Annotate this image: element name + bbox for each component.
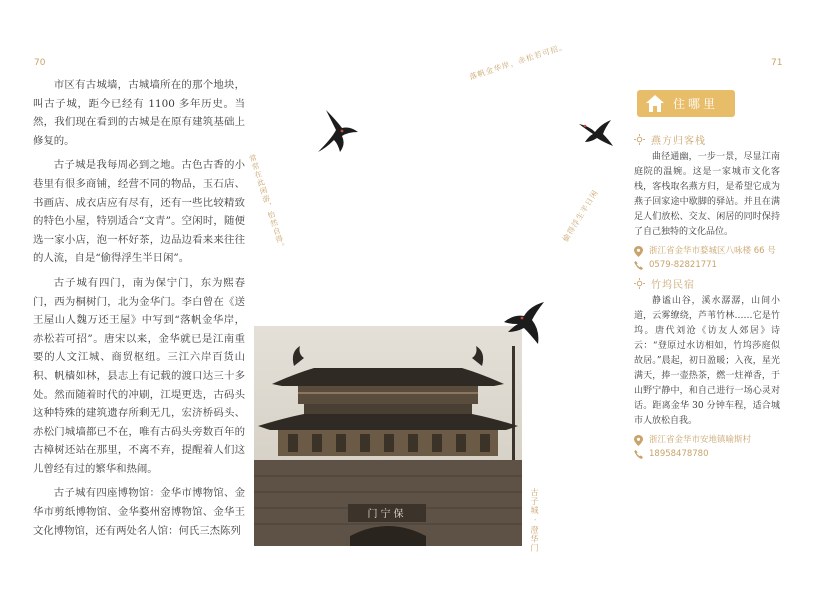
where-to-stay-header — [637, 90, 735, 117]
hotel-description: 曲径通幽，一步一景，尽显江南庭院的温婉。这是一家城市文化客栈，客栈取名燕方归，是希望它成为燕子回家途中歇脚的驿站。并且在满足人们放松、交友、闲居的同时保持了自己独特的文化品位。 — [634, 152, 780, 237]
sun-icon — [634, 134, 645, 145]
decorative-quote: 落帆金华岸，赤松若可招。 — [468, 41, 569, 82]
paragraph: 古子城是我每周必到之地。古色古香的小巷里有很多商铺，经营不同的物品，玉石店、书画店、成衣店应有尽有，还有一些比较精致的特色小屋，特别适合“文青”。空闲时，随便选一家小店，泡一杯好茶，边品边看来来往往的人流，自是“偷得浮生半日闲”。 — [33, 159, 245, 265]
decorative-quote: 偷得浮生半日闲 — [560, 188, 601, 244]
decorative-quote: 常常在此闲游，怡然自得。 — [247, 153, 288, 253]
hotel-phone: 18958478780 — [649, 449, 709, 459]
page-number-right: 71 — [771, 58, 783, 68]
house-icon — [645, 94, 665, 113]
section-title: 住哪里 — [673, 97, 719, 111]
hotel-address: 浙江省金华市安地镇喻斯村 — [649, 435, 752, 445]
swallow-icon — [577, 114, 615, 150]
hotel-phone: 0579-82821771 — [649, 260, 717, 270]
page-number-left: 70 — [34, 58, 46, 68]
hotel-name: 燕方归客栈 — [651, 136, 706, 147]
hotel-name: 竹坞民宿 — [651, 280, 695, 291]
location-pin-icon — [634, 246, 643, 257]
swallow-icon — [312, 108, 362, 158]
hotel-address: 浙江省金华市婺城区八咏楼 66 号 — [649, 246, 776, 256]
phone-icon — [634, 260, 643, 271]
hotel-description: 静谧山谷，溪水潺潺，山间小道，云雾缭绕，芦苇竹林……它是竹坞。唐代刘沧《访友人郊居》诗云：“登原过水访相如，竹坞莎庭似故居。”晨起，初日盈暖；入夜，星光满天，捧一壶热茶，燃一炷禅香，于山野宁静中，和自己进行一场心灵对话。距离金华 30 分钟车程，适合城市人放松自我。 — [634, 296, 780, 426]
swallow-icon — [500, 300, 548, 348]
hotel-entry — [634, 132, 780, 272]
photo-plaque-text: 门宁保 — [367, 509, 407, 520]
hotel-entry — [634, 276, 780, 461]
paragraph: 古子城有四座博物馆：金华市博物馆、金华市剪纸博物馆、金华婺州窑博物馆、金华王文化博物馆，还有两处名人馆：何氏三杰陈列 — [33, 487, 245, 537]
photo-caption: 古子城 · 澄华门 — [530, 488, 539, 553]
city-gate-photo — [254, 326, 522, 546]
phone-icon — [634, 449, 643, 460]
paragraph: 市区有古城墙，古城墙所在的那个地块，叫古子城，距今已经有 1100 多年历史。当然，我们现在看到的古城是在原有建筑基础上修复的。 — [33, 79, 245, 147]
location-pin-icon — [634, 435, 643, 446]
paragraph: 古子城有四门，南为保宁门，东为熙春门，西为桐树门，北为金华门。李白曾在《送王屋山人魏万还王屋》中写到“落帆金华岸，赤松若可招”。唐宋以来，金华就已是江南重要的人文江城、商贸枢纽。三江六岸百货山积、帆樯如林，县志上有记载的渡口达三十多处。然而随着时代的冲刷，江堤更迭，古码头这种特殊的建筑遗存所剩无几，宏济桥码头、赤松门城墙都已不在，唯有古码头旁数百年的古樟树还站在那里，不离不弃，提醒着人们这儿曾经有过的繁华和热闹。 — [33, 276, 245, 475]
sun-icon — [634, 278, 645, 289]
left-column-text — [33, 76, 245, 546]
